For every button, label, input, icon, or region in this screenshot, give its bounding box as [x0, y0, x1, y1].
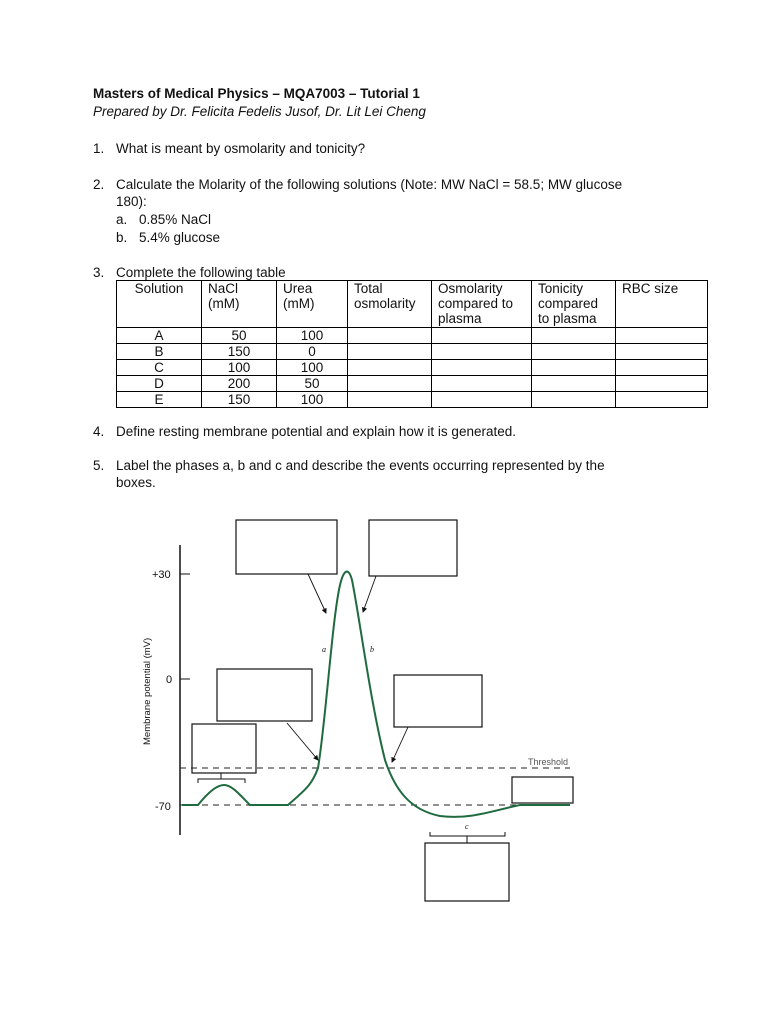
answer-box-stimulus[interactable] [192, 724, 256, 773]
question-text: Complete the following table [116, 265, 286, 280]
cell-solution: C [117, 360, 202, 376]
cell-nacl: 100 [202, 360, 277, 376]
cell-total[interactable] [348, 360, 432, 376]
cell-urea: 0 [277, 344, 348, 360]
phase-label-b: b [370, 645, 374, 654]
threshold-label: Threshold [528, 757, 569, 767]
cell-rbc[interactable] [616, 344, 708, 360]
table-row [117, 376, 708, 392]
phase-label-c: c [465, 822, 469, 831]
question-number: 5. [93, 458, 105, 473]
cell-rbc[interactable] [616, 360, 708, 376]
question-text-cont: boxes. [116, 475, 156, 490]
header-nacl: NaCl (mM) [202, 281, 277, 328]
arrow-to-threshold-left [287, 723, 318, 760]
bracket-stimulus [198, 779, 245, 783]
table-row [117, 360, 708, 376]
question-number: 2. [93, 177, 105, 192]
header-rbc-size: RBC size [616, 281, 708, 328]
cell-osmolarity[interactable] [432, 360, 532, 376]
part-text: 5.4% glucose [139, 230, 221, 245]
answer-box-threshold-right[interactable] [394, 675, 482, 727]
cell-urea: 100 [277, 360, 348, 376]
answer-box-depolarization[interactable] [236, 520, 337, 574]
table-row [117, 344, 708, 360]
part-letter: a. [116, 212, 128, 227]
cell-total[interactable] [348, 392, 432, 408]
cell-osmolarity[interactable] [432, 392, 532, 408]
cell-urea: 100 [277, 392, 348, 408]
header-solution: Solution [117, 281, 202, 328]
cell-nacl: 150 [202, 392, 277, 408]
tick-label-zero: 0 [166, 674, 173, 686]
answer-box-hyperpolarization[interactable] [425, 843, 509, 901]
cell-osmolarity[interactable] [432, 328, 532, 344]
page-title: Masters of Medical Physics – MQA7003 – Tutorial 1 [93, 86, 420, 101]
cell-rbc[interactable] [616, 392, 708, 408]
cell-total[interactable] [348, 328, 432, 344]
cell-rbc[interactable] [616, 376, 708, 392]
cell-tonicity[interactable] [532, 344, 616, 360]
cell-nacl: 200 [202, 376, 277, 392]
question-text: What is meant by osmolarity and tonicity? [116, 141, 366, 156]
question-text: Define resting membrane potential and explain how it is generated. [116, 424, 516, 439]
answer-box-resting[interactable] [512, 777, 573, 803]
question-number: 1. [93, 141, 105, 156]
cell-solution: A [117, 328, 202, 344]
table-header-row [117, 281, 708, 328]
part-text: 0.85% NaCl [139, 212, 212, 227]
cell-osmolarity[interactable] [432, 376, 532, 392]
cell-solution: B [117, 344, 202, 360]
cell-nacl: 50 [202, 328, 277, 344]
header-osmolarity-compared: Osmolarity compared to plasma [432, 281, 532, 328]
cell-tonicity[interactable] [532, 360, 616, 376]
cell-tonicity[interactable] [532, 328, 616, 344]
answer-box-threshold-left[interactable] [217, 669, 312, 721]
page-subtitle: Prepared by Dr. Felicita Fedelis Jusof, Dr. Lit Lei Cheng [93, 104, 426, 119]
question-text: Calculate the Molarity of the following solutions (Note: MW NaCl = 58.5; MW glucose [116, 177, 623, 192]
tick-label-plus30: +30 [152, 569, 171, 581]
cell-solution: D [117, 376, 202, 392]
arrow-to-threshold-right [392, 727, 408, 762]
cell-nacl: 150 [202, 344, 277, 360]
osmolarity-table [116, 280, 708, 408]
y-axis-label: Membrane potential (mV) [142, 637, 153, 745]
question-number: 3. [93, 265, 105, 280]
cell-osmolarity[interactable] [432, 344, 532, 360]
answer-box-repolarization[interactable] [369, 520, 457, 576]
question-text: Label the phases a, b and c and describe the events occurring represented by the [116, 458, 605, 473]
question-text-cont: 180): [116, 194, 147, 209]
part-letter: b. [116, 230, 128, 245]
arrow-to-rising [308, 574, 326, 613]
cell-urea: 50 [277, 376, 348, 392]
cell-urea: 100 [277, 328, 348, 344]
table-row [117, 392, 708, 408]
header-tonicity: Tonicity compared to plasma [532, 281, 616, 328]
cell-total[interactable] [348, 344, 432, 360]
action-potential-diagram [130, 510, 590, 910]
header-urea: Urea (mM) [277, 281, 348, 328]
tick-label-minus70: -70 [155, 801, 171, 813]
table-row [117, 328, 708, 344]
header-total-osmolarity: Total osmolarity [348, 281, 432, 328]
cell-solution: E [117, 392, 202, 408]
cell-total[interactable] [348, 376, 432, 392]
cell-tonicity[interactable] [532, 392, 616, 408]
arrow-to-falling [363, 576, 376, 612]
question-number: 4. [93, 424, 105, 439]
bracket-c [430, 832, 505, 836]
cell-tonicity[interactable] [532, 376, 616, 392]
phase-label-a: a [322, 645, 326, 654]
cell-rbc[interactable] [616, 328, 708, 344]
